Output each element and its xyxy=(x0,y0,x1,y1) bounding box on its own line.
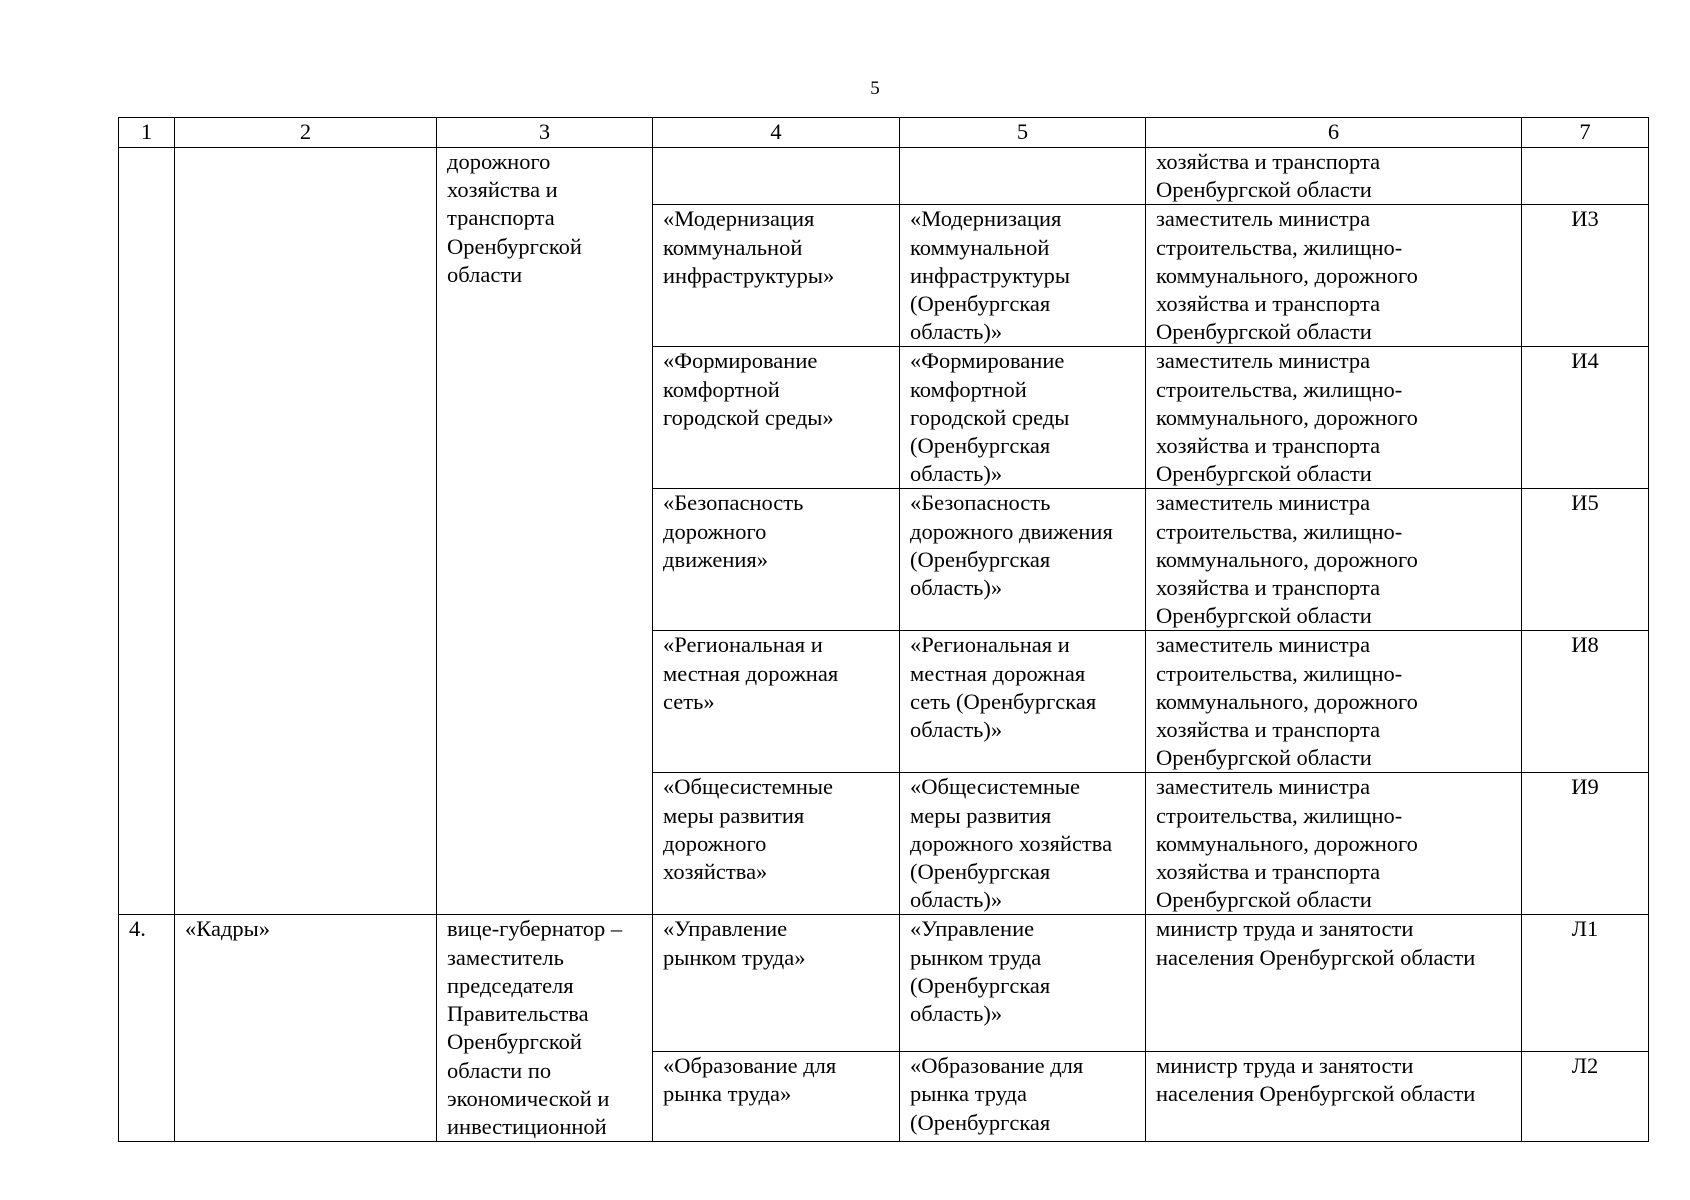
code-cell: И4 xyxy=(1522,347,1649,489)
curator-cell: вице-губернатор – заместитель председателя Правительства Оренбургской области по экономической и инвестиционной xyxy=(437,915,653,1142)
column-header-6: 6 xyxy=(1146,118,1522,148)
federal-project-cell: «Управление рынком труда» xyxy=(653,915,900,1052)
header-row xyxy=(119,118,1649,148)
regional-project-cell: «Формирование комфортной городской среды (Оренбургская область)» xyxy=(900,347,1146,489)
column-header-3: 3 xyxy=(437,118,653,148)
regional-project-cell: «Модернизация коммунальной инфраструктуры (Оренбургская область)» xyxy=(900,205,1146,347)
federal-project-cell: «Модернизация коммунальной инфраструктуры» xyxy=(653,205,900,347)
regional-project-cell: «Управление рынком труда (Оренбургская область)» xyxy=(900,915,1146,1052)
number-cell xyxy=(119,148,175,915)
page-number: 5 xyxy=(870,78,880,99)
responsible-cell: заместитель министра строительства, жилищно- коммунального, дорожного хозяйства и транспорта Оренбургской области xyxy=(1146,347,1522,489)
federal-project-cell: «Формирование комфортной городской среды» xyxy=(653,347,900,489)
column-header-1: 1 xyxy=(119,118,175,148)
number-cell: 4. xyxy=(119,915,175,1142)
regional-project-cell: «Общесистемные меры развития дорожного хозяйства (Оренбургская область)» xyxy=(900,773,1146,915)
regional-project-cell: «Безопасность дорожного движения (Оренбургская область)» xyxy=(900,489,1146,631)
responsible-cell: заместитель министра строительства, жилищно- коммунального, дорожного хозяйства и транспорта Оренбургской области xyxy=(1146,489,1522,631)
federal-project-cell: «Образование для рынка труда» xyxy=(653,1052,900,1142)
column-header-2: 2 xyxy=(175,118,437,148)
national-project-cell: «Кадры» xyxy=(175,915,437,1142)
column-header-7: 7 xyxy=(1522,118,1649,148)
responsible-cell: хозяйства и транспорта Оренбургской области xyxy=(1146,148,1522,205)
code-cell xyxy=(1522,148,1649,205)
curator-cell: дорожного хозяйства и транспорта Оренбургской области xyxy=(437,148,653,915)
code-cell: И9 xyxy=(1522,773,1649,915)
projects-table xyxy=(118,117,1649,1142)
table-row xyxy=(119,148,1649,205)
column-header-4: 4 xyxy=(653,118,900,148)
regional-project-cell xyxy=(900,148,1146,205)
code-cell: И3 xyxy=(1522,205,1649,347)
code-cell: И8 xyxy=(1522,631,1649,773)
responsible-cell: заместитель министра строительства, жилищно- коммунального, дорожного хозяйства и транспорта Оренбургской области xyxy=(1146,631,1522,773)
federal-project-cell: «Региональная и местная дорожная сеть» xyxy=(653,631,900,773)
responsible-cell: министр труда и занятости населения Оренбургской области xyxy=(1146,1052,1522,1142)
federal-project-cell xyxy=(653,148,900,205)
federal-project-cell: «Общесистемные меры развития дорожного хозяйства» xyxy=(653,773,900,915)
national-project-cell xyxy=(175,148,437,915)
responsible-cell: министр труда и занятости населения Оренбургской области xyxy=(1146,915,1522,1052)
code-cell: Л2 xyxy=(1522,1052,1649,1142)
regional-project-cell: «Образование для рынка труда (Оренбургская xyxy=(900,1052,1146,1142)
code-cell: И5 xyxy=(1522,489,1649,631)
table-row xyxy=(119,915,1649,1052)
federal-project-cell: «Безопасность дорожного движения» xyxy=(653,489,900,631)
responsible-cell: заместитель министра строительства, жилищно- коммунального, дорожного хозяйства и транспорта Оренбургской области xyxy=(1146,773,1522,915)
regional-project-cell: «Региональная и местная дорожная сеть (Оренбургская область)» xyxy=(900,631,1146,773)
column-header-5: 5 xyxy=(900,118,1146,148)
responsible-cell: заместитель министра строительства, жилищно- коммунального, дорожного хозяйства и транспорта Оренбургской области xyxy=(1146,205,1522,347)
code-cell: Л1 xyxy=(1522,915,1649,1052)
